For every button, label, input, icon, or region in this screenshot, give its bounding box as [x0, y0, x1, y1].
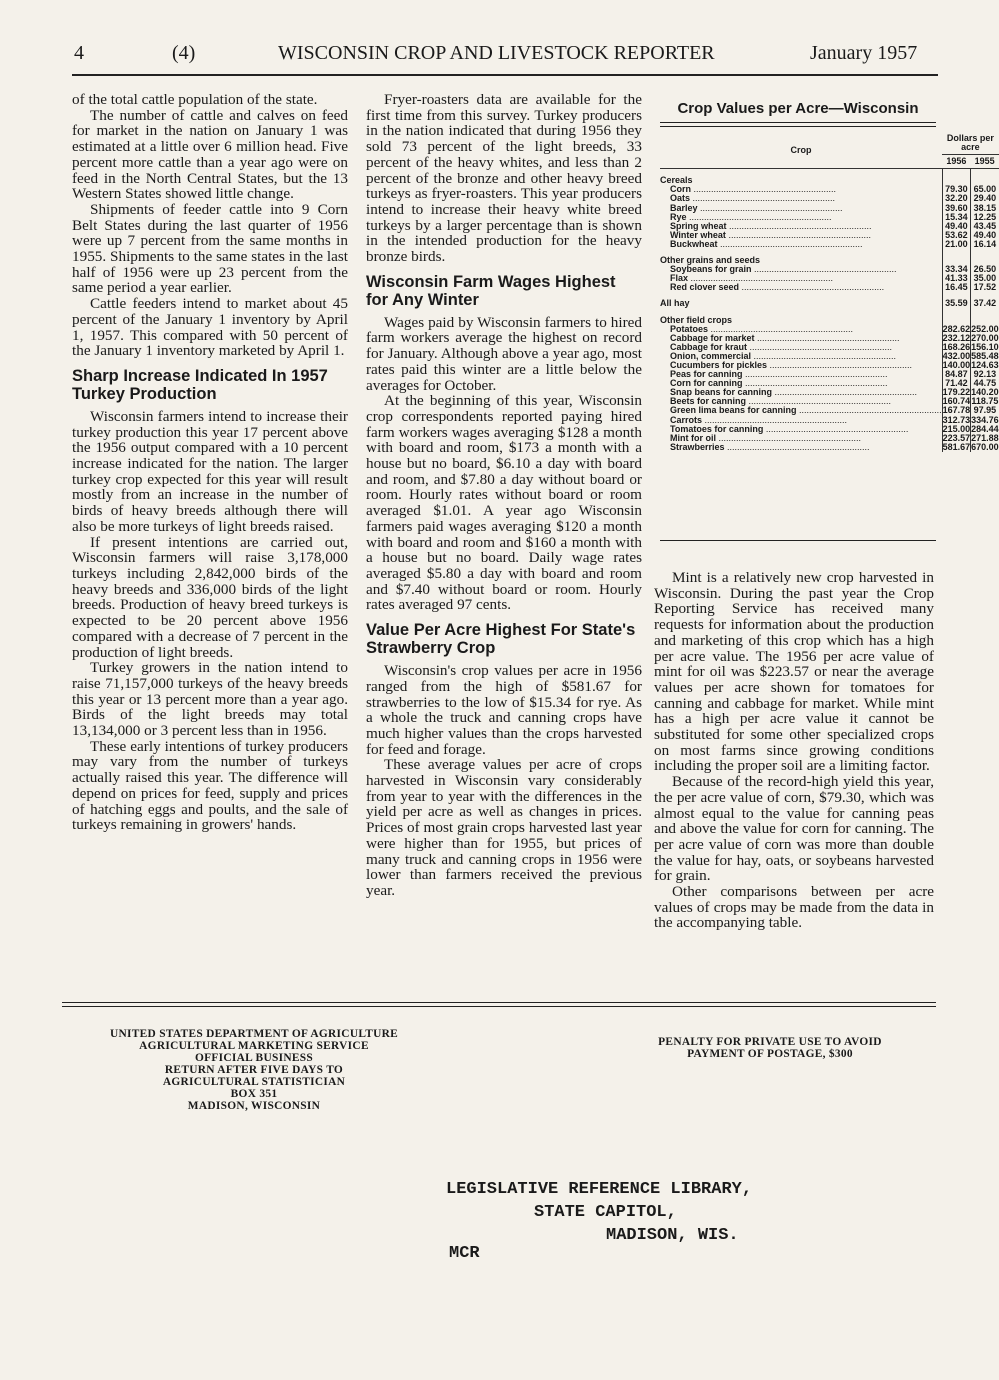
- value-1955: 97.95: [971, 406, 999, 415]
- address-line: LEGISLATIVE REFERENCE LIBRARY,: [446, 1180, 753, 1199]
- table-row: [660, 283, 999, 292]
- table-group-row: [660, 309, 999, 325]
- table-rule: [660, 122, 936, 123]
- page-header: [72, 42, 940, 72]
- value-1955: 29.40: [971, 194, 999, 203]
- heading-turkey: Sharp Increase Indicated In 1957 Turkey Production: [72, 366, 328, 403]
- value-1956: 16.45: [942, 283, 971, 292]
- value-1956: 432.00: [942, 350, 971, 361]
- paragraph: The number of cattle and calves on feed for market in the nation on January 1 was estimated at a little over 6 million head. Five percent more cattle than a year ago were on feed in the North Central States, but the 13 Western States showed little change.: [72, 106, 348, 203]
- crop-values-table: [660, 132, 999, 452]
- page-number-paren: (4): [172, 42, 196, 64]
- value-1956: 140.00: [942, 359, 971, 370]
- paragraph: If present intentions are carried out, Wisconsin farmers will raise 3,178,000 turkeys including 2,842,000 birds of the heavy breeds and 336,000 birds of the light breeds. Production of heavy breed turkeys is expected to be 20 percent above 1956 compared with a decrease of 7 percent in the production of light breeds.: [72, 533, 348, 661]
- paragraph: Because of the record-high yield this year, the per acre value of corn, $79.30, which was almost equal to the value for canning peas and above the value for corn for canning. The per acre value of corn was more than double the value for hay, oats, or soybeans harvested for grain.: [654, 773, 934, 885]
- group-label: All hay: [660, 298, 690, 309]
- value-1956: 49.40: [942, 222, 971, 231]
- column-header-crop: Crop: [660, 132, 942, 169]
- group-label: Other field crops: [660, 314, 733, 325]
- table-rule: [660, 126, 936, 127]
- crop-name: Cabbage for market .....: [660, 334, 942, 343]
- footer-rule: [62, 1006, 936, 1007]
- value-1956: 179.22: [942, 387, 971, 398]
- value-1955: [971, 249, 999, 265]
- crop-name: Corn .....: [660, 185, 942, 194]
- value-1956: 39.60: [942, 204, 971, 213]
- value-1956: 84.87: [942, 370, 971, 379]
- header-rule: [72, 74, 938, 76]
- value-1956: 33.34: [942, 265, 971, 274]
- paragraph: Fryer-roasters data are available for the first time from this survey. Turkey producers in the nation indicated that during 1956 they sold 73 percent of the light breeds, 33 percent of the heavy whites, and less than 2 percent of the bronze and other heavy breed turkeys as fryer-roasters. This year producers intend to increase their heavy white breed turkeys by a larger percentage than is shown in the intended production for the heavy bronze birds.: [366, 91, 642, 266]
- value-1956: 53.62: [942, 231, 971, 240]
- value-1956: [942, 309, 971, 325]
- address-line: STATE CAPITOL,: [534, 1203, 677, 1222]
- page-number: 4: [74, 42, 84, 64]
- value-1955: 334.76: [971, 414, 999, 425]
- value-1955: 118.75: [971, 396, 999, 407]
- value-1956: 79.30: [942, 185, 971, 194]
- value-1956: 160.74: [942, 396, 971, 407]
- value-1955: 65.00: [971, 185, 999, 194]
- table-row: [660, 443, 999, 452]
- value-1955: 43.45: [971, 222, 999, 231]
- paragraph: Wisconsin farmers intend to increase their turkey production this year 17 percent above the 1956 output compared with a 10 percent increase indicated for the nation. The larger turkey crop expected for this year will result mostly from an increase in the number of birds of heavy breeds although there will also be more turkeys of light breeds raised.: [72, 407, 348, 535]
- paragraph: Turkey growers in the nation intend to raise 71,157,000 turkeys of the heavy breeds this year or 13 percent more than a year ago. Birds of the light breeds may total 13,134,000 or 3 percent less than in 1956.: [72, 659, 348, 740]
- value-1955: 585.48: [971, 350, 999, 361]
- crop-name: Oats .....: [660, 194, 942, 203]
- value-1955: 140.20: [971, 387, 999, 398]
- return-address-line: OFFICIAL BUSINESS: [194, 1052, 314, 1064]
- crop-name: Beets for canning .....: [660, 397, 942, 406]
- crop-name: Red clover seed .....: [660, 283, 942, 292]
- value-1956: 223.57: [942, 432, 971, 443]
- crop-name: Rye .....: [660, 213, 942, 222]
- column-header-1955: 1955: [971, 155, 999, 169]
- crop-name: Spring wheat .....: [660, 222, 942, 231]
- crop-name: Peas for canning .....: [660, 370, 942, 379]
- value-1955: 92.13: [971, 370, 999, 379]
- value-1956: 215.00: [942, 423, 971, 434]
- value-1955: 26.50: [971, 265, 999, 274]
- value-1956: 35.59: [942, 292, 971, 308]
- crop-name: Onion, commercial .....: [660, 352, 942, 361]
- column-1: [72, 92, 348, 833]
- column-2: [366, 92, 642, 899]
- table-title: Crop Values per Acre—Wisconsin: [677, 100, 919, 117]
- paragraph: These early intentions of turkey producers may vary from the number of turkeys actually raised this year. The difference will depend on prices for feed, supply and prices of hatching eggs and poults, and the sale of turkeys remaining in growers' hands.: [72, 737, 348, 834]
- value-1956: [942, 249, 971, 265]
- value-1955: 252.00: [971, 323, 999, 334]
- return-address-line: AGRICULTURAL MARKETING SERVICE: [139, 1040, 369, 1052]
- paragraph: Wages paid by Wisconsin farmers to hired farm workers average the highest on record for January. Although above a year ago, most rates paid this winter are a little below the averages for October.: [366, 313, 642, 394]
- return-address-line: BOX 351: [230, 1088, 278, 1100]
- crop-name: Snap beans for canning .....: [660, 388, 942, 397]
- postage-notice-line: PAYMENT OF POSTAGE, $300: [687, 1048, 853, 1060]
- table-row: [660, 240, 999, 249]
- column-header-1956: 1956: [942, 155, 971, 169]
- return-address: [62, 1028, 446, 1112]
- paragraph: These average values per acre of crops harvested in Wisconsin vary considerably from year to year with the differences in the yield per acre as well as changes in prices. Prices of most grain crops harvested last year were higher than for 1955, but prices of many truck and canning crops in 1956 were lower than farmers received the previous year.: [366, 756, 642, 899]
- paragraph: Cattle feeders intend to market about 45 percent of the January 1 inventory by April 1, 1957. This compared with 50 percent of the January 1 inventory marketed by April 1.: [72, 295, 348, 360]
- paragraph: Wisconsin's crop values per acre in 1956 ranged from the high of $581.67 for strawberries to the low of $15.34 for rye. As a whole the truck and canning crops have much higher values than the crops harvested for feed and forage.: [366, 662, 642, 758]
- crop-name: Flax .....: [660, 274, 942, 283]
- value-1955: 16.14: [971, 240, 999, 249]
- table-group-row: [660, 292, 999, 308]
- value-1956: 71.42: [942, 379, 971, 388]
- crop-name: Mint for oil .....: [660, 434, 942, 443]
- publication-title: WISCONSIN CROP AND LIVESTOCK REPORTER: [278, 42, 715, 64]
- value-1955: 12.25: [971, 213, 999, 222]
- value-1955: 156.10: [971, 341, 999, 352]
- crop-name: Buckwheat .....: [660, 240, 942, 249]
- table-group-row: [660, 249, 999, 265]
- value-1956: 282.62: [942, 323, 971, 334]
- paragraph: Shipments of feeder cattle into 9 Corn Belt States during the last quarter of 1956 were up 7 percent from the same months in 1955. Shipments to the same states in the last half of 1956 were up 23 percent from the same period a year earlier.: [72, 200, 348, 297]
- return-address-line: UNITED STATES DEPARTMENT OF AGRICULTURE: [109, 1028, 399, 1040]
- value-1956: 581.67: [942, 441, 971, 452]
- postage-notice-line: PENALTY FOR PRIVATE USE TO AVOID: [658, 1036, 882, 1048]
- value-1955: 37.42: [971, 292, 999, 308]
- paragraph: of the total cattle population of the state.: [72, 91, 318, 108]
- value-1955: 271.88: [971, 432, 999, 443]
- value-1955: 38.15: [971, 204, 999, 213]
- mail-code: MCR: [449, 1244, 480, 1263]
- paragraph: Other comparisons between per acre values of crops may be made from the data in the accompanying table.: [654, 883, 934, 932]
- crop-name: Carrots .....: [660, 416, 942, 425]
- crop-name: Corn for canning .....: [660, 379, 942, 388]
- value-1956: 167.78: [942, 405, 971, 416]
- value-1956: 32.20: [942, 194, 971, 203]
- crop-name: Tomatoes for canning .....: [660, 425, 942, 434]
- group-label: Cereals: [660, 175, 693, 186]
- value-1955: 670.00: [971, 441, 999, 452]
- value-1955: [971, 309, 999, 325]
- value-1956: 232.12: [942, 332, 971, 343]
- crop-name: Green lima beans for canning .....: [660, 406, 942, 415]
- return-address-line: RETURN AFTER FIVE DAYS TO: [164, 1064, 344, 1076]
- heading-wages: Wisconsin Farm Wages Highest for Any Winter: [366, 272, 616, 309]
- crop-name: Cabbage for kraut .....: [660, 343, 942, 352]
- value-1956: [942, 169, 971, 186]
- value-1956: 41.33: [942, 274, 971, 283]
- paragraph: At the beginning of this year, Wisconsin crop correspondents reported paying hired farm workers wages averaging $128 a month with board and room, $173 a month with a house but no board, $6.10 a day with board and room, and $7.80 a day without board or room. Hourly rates without board or room averaged $1.01. A year ago Wisconsin farmers paid wages averaging $120 a month with board and room and $160 a month with a house but no board. Daily wage rates averaged $5.80 a day with board and room and $7.40 without board or room. Hourly rates averaged 97 cents.: [366, 392, 642, 614]
- value-1956: 168.26: [942, 341, 971, 352]
- value-1955: 124.63: [971, 359, 999, 370]
- value-1956: 15.34: [942, 213, 971, 222]
- return-address-line: AGRICULTURAL STATISTICIAN: [162, 1076, 346, 1088]
- value-1955: 49.40: [971, 231, 999, 240]
- footer-rule: [62, 1002, 936, 1003]
- value-1955: 17.52: [971, 283, 999, 292]
- group-label: Other grains and seeds: [660, 255, 761, 266]
- table-group-row: [660, 169, 999, 186]
- value-1955: 284.44: [971, 423, 999, 434]
- postage-notice: [612, 1036, 928, 1060]
- column-header-dollars: Dollars per acre: [942, 132, 999, 155]
- value-1956: 312.73: [942, 414, 971, 425]
- column-3: [654, 570, 934, 931]
- crop-name: Cucumbers for pickles .....: [660, 361, 942, 370]
- value-1955: 44.75: [971, 379, 999, 388]
- value-1955: 35.00: [971, 274, 999, 283]
- paragraph: Mint is a relatively new crop harvested in Wisconsin. During the past year the Crop Reporting Service has received many requests for information about the production and marketing of this crop which has a high per acre value. The 1956 per acre value of mint for oil was $223.57 or near the average values per acre shown for tomatoes for canning and cabbage for market. While mint has a high per acre value it cannot be substituted for some other specialized crops on most farms since growing conditions including the proper soil are a limiting factor.: [654, 569, 934, 775]
- heading-value-per-acre: Value Per Acre Highest For State's Strawberry Crop: [366, 621, 636, 658]
- table-body: [660, 169, 999, 452]
- value-1955: 270.00: [971, 332, 999, 343]
- value-1956: 21.00: [942, 240, 971, 249]
- address-line: MADISON, WIS.: [606, 1226, 739, 1245]
- crop-name: Winter wheat .....: [660, 231, 942, 240]
- mailing-address: [446, 1178, 752, 1247]
- crop-name: Barley .....: [660, 204, 942, 213]
- table-bottom-rule: [660, 540, 936, 541]
- crop-name: Soybeans for grain .....: [660, 265, 942, 274]
- crop-name: Strawberries .....: [660, 443, 942, 452]
- issue-date: January 1957: [810, 42, 918, 64]
- value-1955: [971, 169, 999, 186]
- crop-name: Potatoes .....: [660, 325, 942, 334]
- return-address-line: MADISON, WISCONSIN: [187, 1100, 321, 1112]
